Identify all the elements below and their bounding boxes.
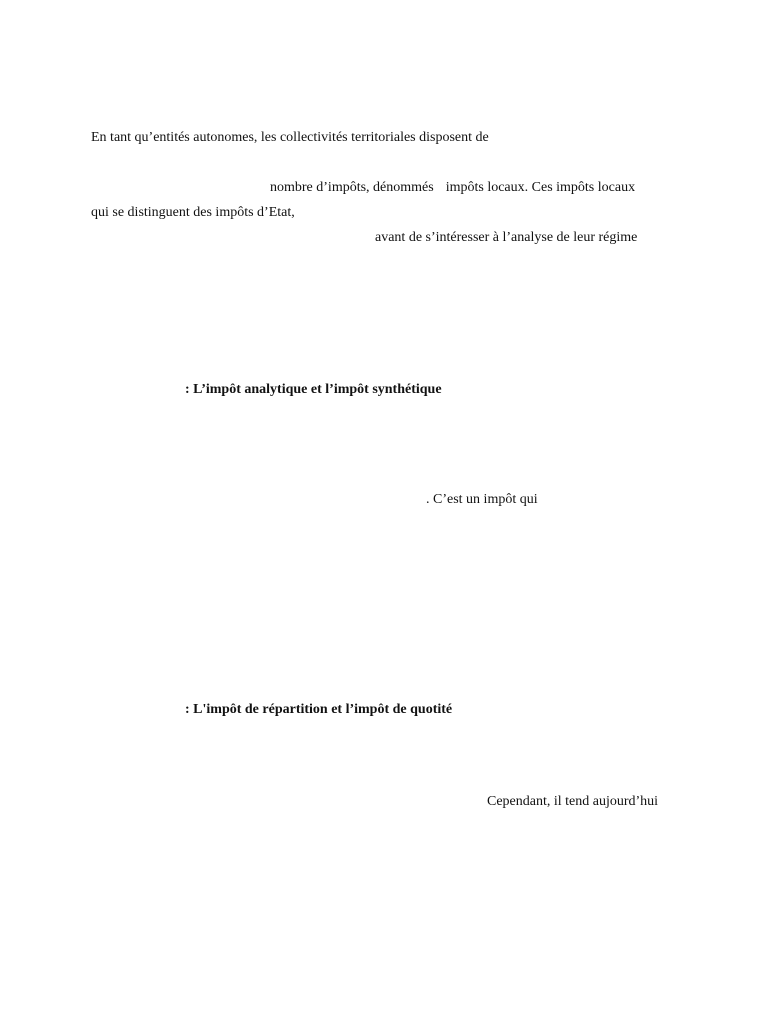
text-fragment-impot-qui: . C’est un impôt qui [426,492,538,507]
paragraph-line-1: En tant qu’entités autonomes, les collectivités territoriales disposent de [91,130,489,145]
paragraph-line-4: avant de s’intéresser à l’analyse de leur régime [375,230,638,245]
paragraph-line-2 [270,179,635,197]
section-heading-analytique: : L’impôt analytique et l’impôt synthétique [185,382,442,397]
section-heading-repartition: : L'impôt de répartition et l’impôt de quotité [185,702,453,717]
text-fragment-cependant: Cependant, il tend aujourd’hui [487,794,659,809]
paragraph-line-3: qui se distinguent des impôts d’Etat, [91,205,295,220]
paragraph-line-2-part-a: nombre d’impôts, dénommés [270,180,434,195]
paragraph-line-2-part-b: impôts locaux. Ces impôts locaux [445,180,636,195]
